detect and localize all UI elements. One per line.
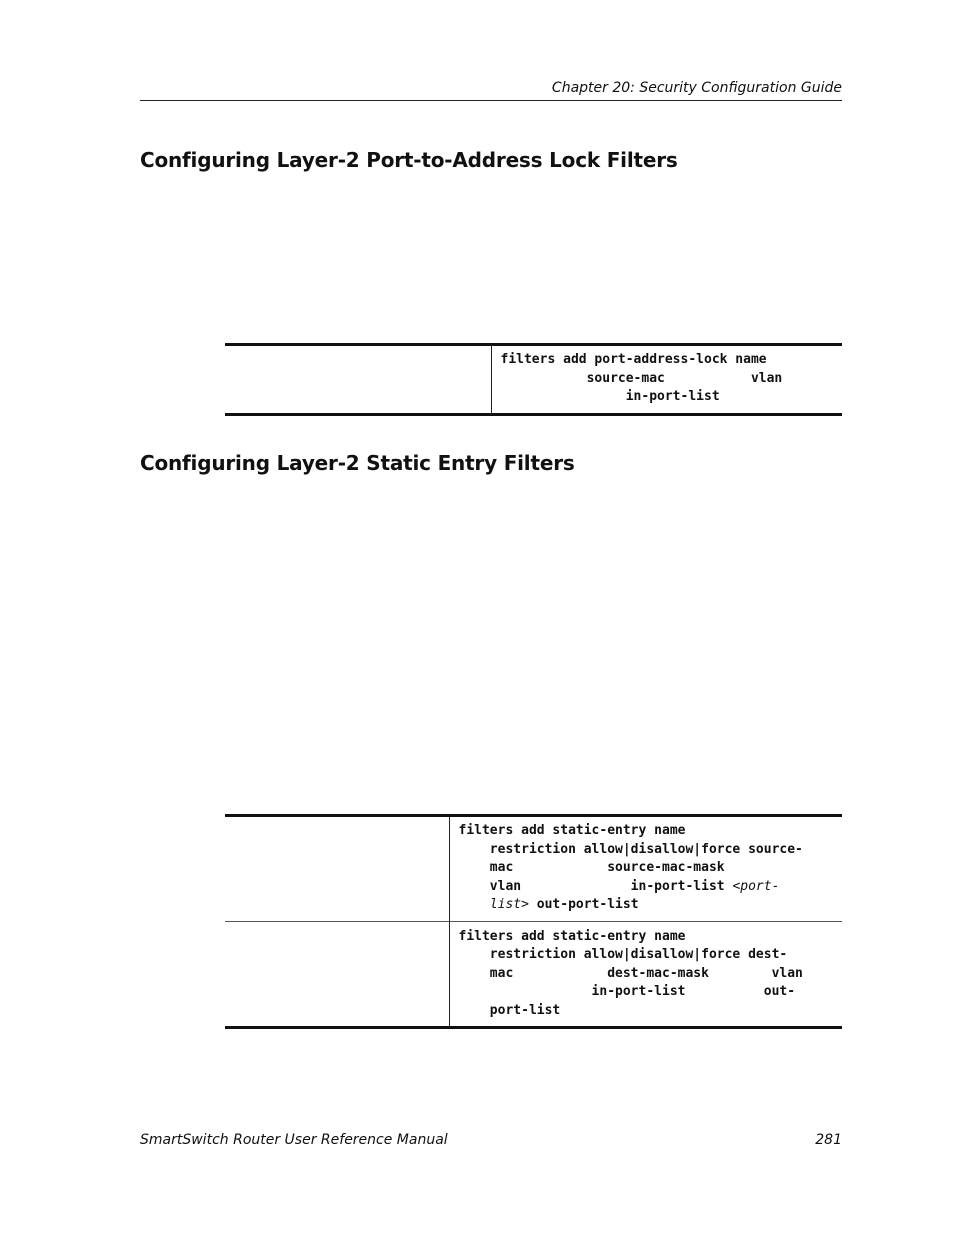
port-list-placeholder-end: list>: [489, 897, 529, 912]
command-text: out-port-list: [528, 897, 639, 912]
static-entry-command-table: [225, 814, 842, 1029]
command-cell: [449, 816, 842, 922]
table-label-cell: [225, 345, 491, 415]
command-line: in-port-list: [500, 389, 720, 404]
table-row: [225, 921, 842, 1028]
table-row: [225, 345, 842, 415]
command-text: vlan in-port-list: [458, 878, 733, 894]
command-line: restriction allow|disallow|force dest-: [458, 947, 788, 962]
command-line: [459, 896, 843, 915]
table-label-cell: [225, 816, 449, 922]
command-line: port-list: [458, 1002, 561, 1018]
command-line: [459, 878, 843, 897]
running-header: Chapter 20: Security Configuration Guide: [551, 80, 842, 96]
command-cell: [491, 345, 842, 415]
command-line: mac dest-mac-mask vlan: [458, 965, 803, 981]
header-rule: [140, 100, 842, 101]
section-heading-port-address-lock: Configuring Layer-2 Port-to-Address Lock Filters: [140, 148, 678, 172]
footer-manual-title: SmartSwitch Router User Reference Manual: [140, 1132, 448, 1148]
port-list-placeholder: <port-: [732, 878, 780, 894]
table-row: [225, 816, 842, 922]
port-address-lock-command-table: [225, 343, 842, 416]
command-line: in-port-list out-: [458, 984, 796, 999]
command-line: restriction allow|disallow|force source-: [458, 841, 803, 857]
command-line: source-mac vlan: [500, 370, 783, 386]
command-line: filters add static-entry name: [458, 928, 686, 944]
table-label-cell: [225, 921, 449, 1028]
command-line: filters add static-entry name: [458, 823, 686, 838]
section-heading-static-entry: Configuring Layer-2 Static Entry Filters: [140, 451, 575, 475]
footer-page-number: 281: [815, 1132, 842, 1148]
command-cell: [449, 921, 842, 1028]
command-line: filters add port-address-lock name: [500, 352, 767, 367]
command-line: mac source-mac-mask: [458, 860, 725, 875]
